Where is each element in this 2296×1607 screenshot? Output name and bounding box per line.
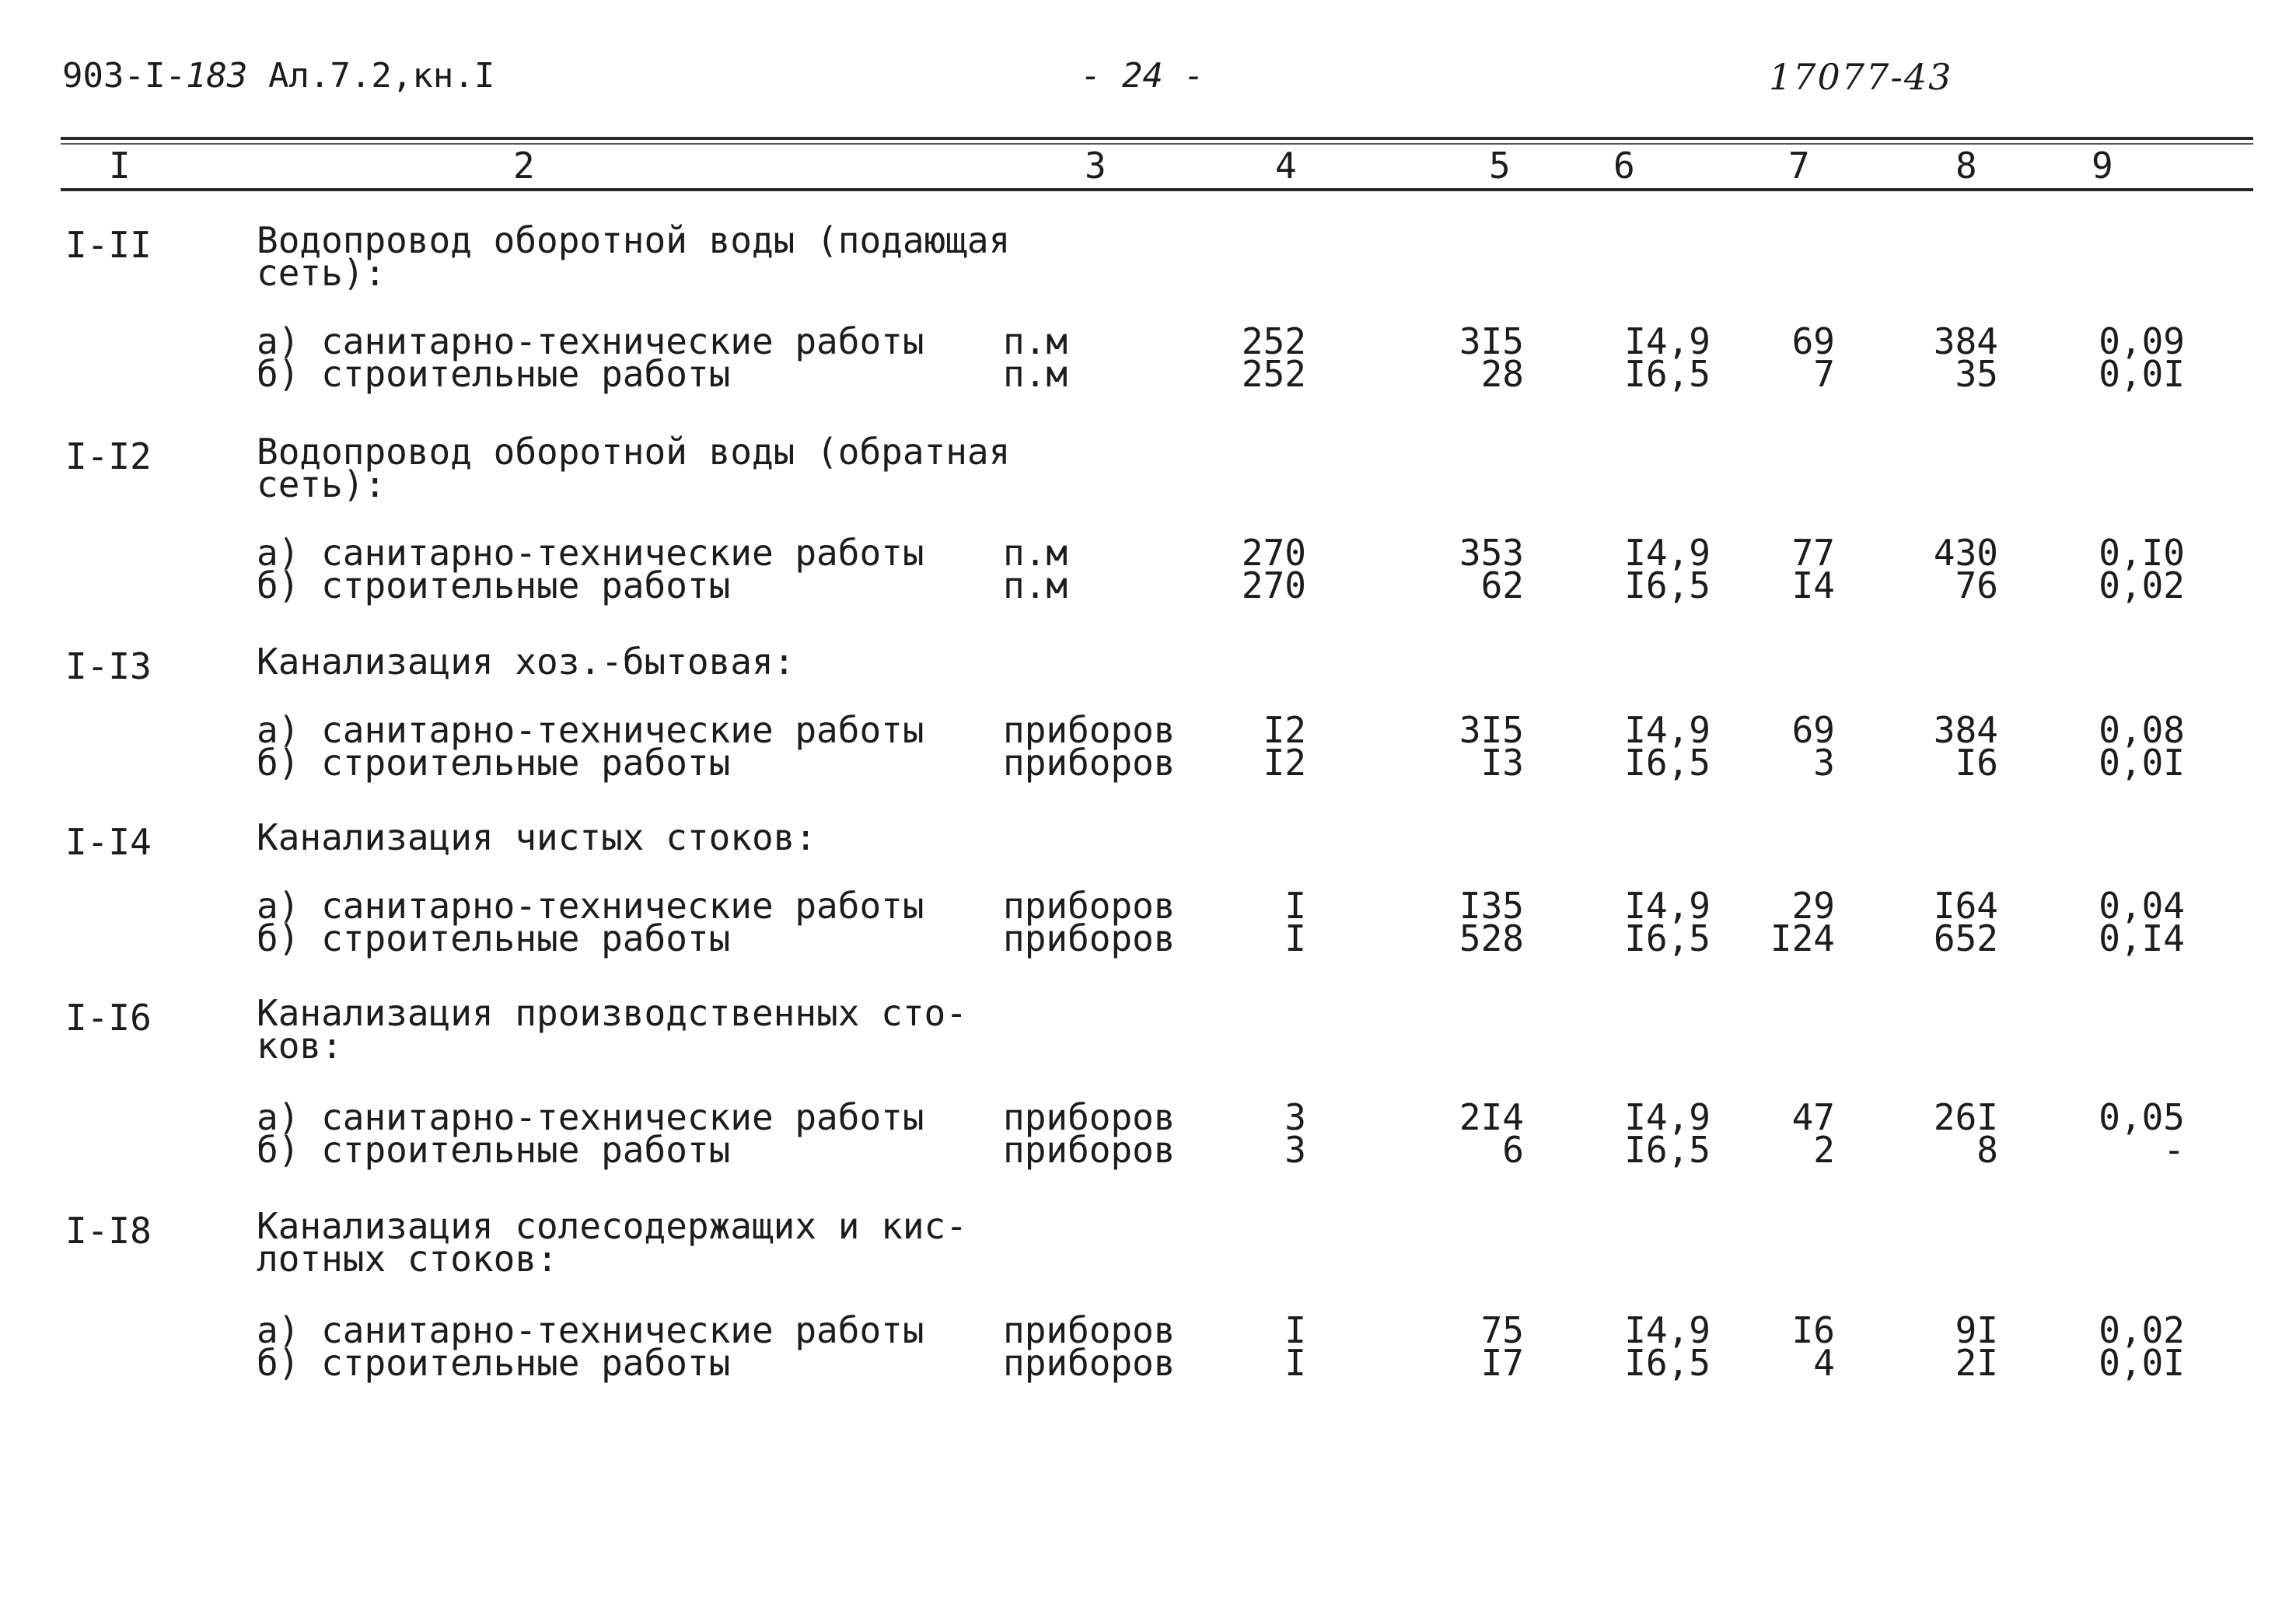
item-value-col6: I4,9 [1624, 1309, 1711, 1351]
item-value-col9: 0,I0 [2099, 532, 2185, 574]
item-value-col5: 62 [1480, 564, 1524, 606]
item-unit: приборов [1003, 1309, 1176, 1351]
item-value-col8: I6 [1955, 742, 1998, 784]
item-value-col4: I [1284, 1309, 1306, 1351]
item-value-col5: 528 [1459, 917, 1524, 959]
item-value-col7: 47 [1791, 1096, 1835, 1138]
section-title-line: ков: [257, 1025, 343, 1067]
section-title-line: Канализация солесодержащих и кис- [257, 1205, 967, 1247]
project-code-prefix: 903-I- [62, 56, 186, 96]
section-code: I-I8 [65, 1210, 152, 1252]
item-value-col6: I6,5 [1624, 1342, 1711, 1384]
section-title-line: сеть): [257, 252, 386, 294]
item-value-col6: I6,5 [1624, 353, 1711, 395]
item-value-col8: 430 [1933, 532, 1998, 574]
section-title-line: Водопровод оборотной воды (подающая [257, 219, 1011, 261]
album-reference: Ал.7.2,кн.I [267, 56, 495, 96]
item-value-col5: I35 [1459, 885, 1524, 927]
section-title [257, 1205, 967, 1280]
project-code-handwritten: 183 [185, 56, 248, 96]
section-title-line: сеть): [257, 463, 386, 505]
item-value-col5: I7 [1480, 1342, 1524, 1384]
item-value-col5: I3 [1480, 742, 1524, 784]
item-value-col9: 0,02 [2099, 564, 2185, 606]
item-value-col8: 652 [1933, 917, 1998, 959]
column-number: 6 [1613, 145, 1635, 187]
column-number: 2 [513, 145, 535, 187]
section-title-line: лотных стоков: [257, 1238, 558, 1280]
item-value-col6: I6,5 [1624, 917, 1711, 959]
item-value-col6: I4,9 [1624, 709, 1711, 751]
item-value-col8: 8 [1976, 1129, 1998, 1171]
item-unit: приборов [1003, 709, 1176, 751]
item-label: а) санитарно-технические работы [257, 1309, 924, 1351]
item-value-col9: 0,08 [2099, 709, 2185, 751]
item-label: б) строительные работы [257, 564, 731, 606]
item-unit: приборов [1003, 917, 1176, 959]
item-value-col8: 384 [1933, 320, 1998, 362]
column-number: 5 [1489, 145, 1511, 187]
section-title-line: Водопровод оборотной воды (обратная [257, 431, 1011, 473]
column-number: 4 [1275, 145, 1297, 187]
item-value-col4: 3 [1284, 1096, 1306, 1138]
item-value-col7: 7 [1813, 353, 1835, 395]
item-label: а) санитарно-технические работы [257, 320, 924, 362]
item-label: б) строительные работы [257, 353, 731, 395]
item-label: б) строительные работы [257, 917, 731, 959]
section-code: I-I6 [65, 997, 152, 1039]
item-value-col5: 3I5 [1459, 709, 1524, 751]
item-value-col7: 69 [1791, 320, 1835, 362]
table-top-rule [61, 137, 2253, 140]
item-unit: приборов [1003, 1096, 1176, 1138]
section-title-line: Канализация хоз.-бытовая: [257, 641, 795, 683]
section-title-line: Канализация производственных сто- [257, 992, 967, 1034]
item-value-col7: I24 [1770, 917, 1835, 959]
item-value-col9: 0,09 [2099, 320, 2185, 362]
item-value-col8: 384 [1933, 709, 1998, 751]
item-label: а) санитарно-технические работы [257, 709, 924, 751]
item-value-col9: 0,I4 [2099, 917, 2185, 959]
column-number: I [109, 145, 131, 187]
column-number-row [0, 145, 2296, 188]
item-value-col8: I64 [1933, 885, 1998, 927]
item-value-col6: I6,5 [1624, 564, 1711, 606]
column-number: 9 [2092, 145, 2113, 187]
item-value-col6: I4,9 [1624, 885, 1711, 927]
item-unit: приборов [1003, 885, 1176, 927]
section-title [257, 219, 1011, 294]
column-number: 7 [1788, 145, 1810, 187]
item-value-col5: 2I4 [1459, 1096, 1524, 1138]
item-label: б) строительные работы [257, 742, 731, 784]
item-value-col5: 6 [1502, 1129, 1524, 1171]
item-value-col4: I2 [1263, 709, 1306, 751]
item-value-col5: 75 [1480, 1309, 1524, 1351]
item-value-col6: I4,9 [1624, 320, 1711, 362]
section-title-line: Канализация чистых стоков: [257, 816, 817, 858]
item-label: а) санитарно-технические работы [257, 532, 924, 574]
item-value-col8: 2I [1955, 1342, 1998, 1384]
item-value-col6: I6,5 [1624, 742, 1711, 784]
item-unit: приборов [1003, 1342, 1176, 1384]
item-value-col7: 3 [1813, 742, 1835, 784]
item-value-col9: 0,05 [2099, 1096, 2185, 1138]
item-value-col9: 0,04 [2099, 885, 2185, 927]
item-unit: п.м [1003, 532, 1068, 574]
item-value-col4: 270 [1241, 564, 1306, 606]
section-title [257, 431, 1011, 505]
item-value-col8: 26I [1933, 1096, 1998, 1138]
item-value-col4: 252 [1241, 353, 1306, 395]
item-value-col5: 3I5 [1459, 320, 1524, 362]
item-value-col7: I4 [1791, 564, 1835, 606]
item-value-col6: I6,5 [1624, 1129, 1711, 1171]
item-value-col4: I [1284, 917, 1306, 959]
item-label: б) строительные работы [257, 1342, 731, 1384]
item-value-col4: I [1284, 885, 1306, 927]
item-unit: приборов [1003, 742, 1176, 784]
item-value-col4: 252 [1241, 320, 1306, 362]
item-value-col7: 4 [1813, 1342, 1835, 1384]
section-code: I-II [65, 224, 152, 266]
item-label: б) строительные работы [257, 1129, 731, 1171]
item-unit: п.м [1003, 320, 1068, 362]
column-number: 3 [1085, 145, 1106, 187]
item-value-col4: I2 [1263, 742, 1306, 784]
item-value-col9: 0,0I [2099, 1342, 2185, 1384]
item-value-col8: 35 [1955, 353, 1998, 395]
document-number: 17077-43 [1769, 56, 1953, 98]
item-value-col9: - [2163, 1129, 2185, 1171]
item-value-col7: 2 [1813, 1129, 1835, 1171]
section-code: I-I2 [65, 435, 152, 477]
section-title [257, 992, 967, 1067]
item-unit: п.м [1003, 353, 1068, 395]
section-code: I-I4 [65, 821, 152, 863]
item-unit: п.м [1003, 564, 1068, 606]
item-value-col6: I4,9 [1624, 1096, 1711, 1138]
item-unit: приборов [1003, 1129, 1176, 1171]
item-value-col7: 77 [1791, 532, 1835, 574]
item-value-col4: 3 [1284, 1129, 1306, 1171]
item-label: а) санитарно-технические работы [257, 885, 924, 927]
item-value-col9: 0,02 [2099, 1309, 2185, 1351]
column-number: 8 [1955, 145, 1977, 187]
section-title [257, 816, 817, 858]
table-header-rule [61, 188, 2253, 191]
item-value-col5: 28 [1480, 353, 1524, 395]
page-number: - 24 - [1081, 56, 1204, 96]
item-value-col8: 76 [1955, 564, 1998, 606]
item-value-col9: 0,0I [2099, 353, 2185, 395]
item-value-col6: I4,9 [1624, 532, 1711, 574]
item-value-col4: I [1284, 1342, 1306, 1384]
item-value-col9: 0,0I [2099, 742, 2185, 784]
item-value-col7: 29 [1791, 885, 1835, 927]
section-title [257, 641, 795, 683]
item-value-col8: 9I [1955, 1309, 1998, 1351]
project-code [62, 56, 494, 96]
item-value-col4: 270 [1241, 532, 1306, 574]
item-value-col7: 69 [1791, 709, 1835, 751]
item-label: а) санитарно-технические работы [257, 1096, 924, 1138]
section-code: I-I3 [65, 645, 152, 687]
item-value-col5: 353 [1459, 532, 1524, 574]
item-value-col7: I6 [1791, 1309, 1835, 1351]
